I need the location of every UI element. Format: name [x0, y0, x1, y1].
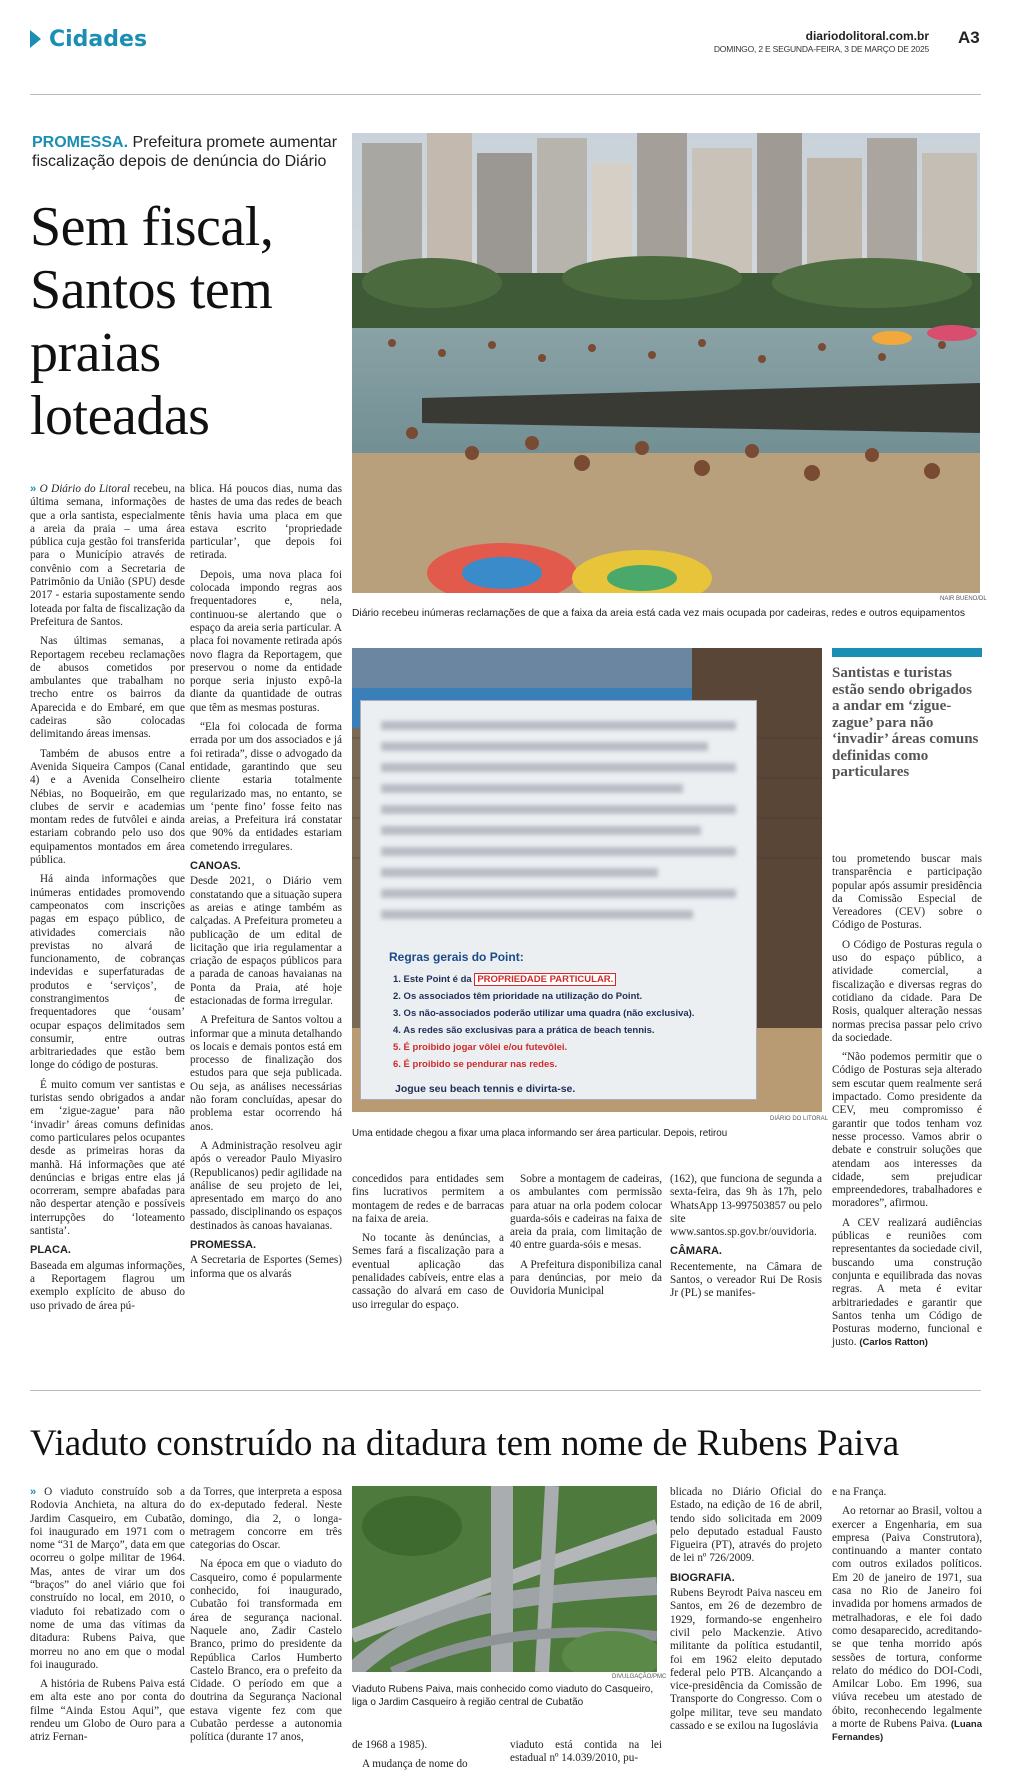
story2-col5: blicada no Diário Oficial do Estado, na edição de 16 de abril, tendo sido solicitada em 2009 pelo deputado estadual Fausto Figueira (PT), através do projeto de lei nº 726/2009. BIOGRAFIA. Rubens Beyrodt Paiva nasceu em Santos, em 26 de dezembro de 1929, formando-se engenheiro civil pelo Mackenzie. Ativo militante da política estudantil, foi em 1962 eleito deputado federal pelo PTB. Alcançando a vice-presidência da Comissão de Transporte do Congresso. Com o golpe militar, teve seu mandato cassado e se exilou na Iugoslávia	[670, 1486, 822, 1733]
page-number: A3	[958, 28, 980, 47]
photo3-caption: Viaduto Rubens Paiva, mais conhecido como viaduto do Casqueiro, liga o Jardim Casqueiro à região central de Cubatão	[352, 1684, 654, 1708]
kicker-text: Prefeitura promete aumentar fiscalização depois de denúncia do Diário	[32, 134, 338, 170]
story1-col2: blica. Há poucos dias, numa das hastes de uma das redes de beach tênis havia uma placa em que estava escrito ‘propriedade particular’, que depois foi retirada. Depois, uma nova placa foi colocada impondo regras aos frequentadores e, nela, continuou-se alertando que o espaço da areia seria particular. A placa foi novamente retirada após novo flagra da Reportagem, que preservou o nome da entidade porque seria injusto expô-la diante da quantidade de outras que têm as mesmas posturas. “Ela foi colocada de forma errada por um dos associados e já foi retirada”, disse o advogado da entidade, garantindo que seu cliente estaria totalmente regularizado mas, no entanto, se um ‘pente fino’ fosse feito nas areias, a Prefeitura irá constatar que 90% da entidades estariam cometendo irregulares. CANOAS. Desde 2021, o Diário vem constatando que a situação supera as areias e atinge também as calçadas. A Prefeitura prometeu a publicação de um edital de licitação que iria regulamentar a criação de espaços públicos para a parada de canoas havaianas na Ponta da Praia, até hoje estacionadas de forma irregular. A Prefeitura de Santos voltou a informar que a minuta detalhando os locais e demais pontos está em processo de finalização dos estudos para que seja publicada. Ou seja, as análises necessárias não foram concluídas, apesar do problema estar ocorrendo há anos. A Administração resolveu agir após o vereador Paulo Miyasiro (Republicanos) pedir agilidade na análise de seu projeto de lei, apresentado em março do ano passado, disciplinando os espaços destinados às canoas havaianas. PROMESSA. A Secretaria de Esportes (Semes) informa que os alvarás	[190, 483, 342, 1280]
story2-col3: de 1968 a 1985). A mudança de nome do	[352, 1739, 468, 1771]
sign-title: Regras gerais do Point:	[389, 950, 524, 964]
photo1-credit: NAIR BUENO/DL	[940, 596, 987, 602]
story1-col5: (162), que funciona de segunda a sexta-feira, das 9h às 17h, pelo WhatsApp 13-997503857 ou pelo site www.santos.sp.gov.br/ouvidoria. CÂMARA. Recentemente, na Câmara de Santos, o vereador Rui De Rosis Jr (PL) se manifes-	[670, 1173, 822, 1300]
rules-sign	[360, 700, 757, 1100]
story1-headline: Sem fiscal, Santos tem praias loteadas	[30, 196, 274, 447]
story1-col3: concedidos para entidades sem fins lucrativos permitem a montagem de redes e de barracas na faixa de areia. No tocante às denúncias, a Semes fará a fiscalização para a eventual aplicação das penalidades cabíveis, entre elas a cassação do alvará em caso de uso irregular do espaço.	[352, 1173, 504, 1311]
subhead-canoas: CANOAS.	[190, 860, 241, 873]
byline: (Carlos Ratton)	[859, 1337, 928, 1349]
pullquote: Santistas e turistas estão sendo obrigados a andar em ‘zigue-zague’ para não ‘invadir’ áreas comuns definidas como particulares	[832, 665, 979, 780]
story2-col2: da Torres, que interpreta a esposa do ex-deputado federal. Neste domingo, dia 2, o longa-metragem concorre em três categorias do Oscar. Na época em que o viaduto do Casqueiro, como é popularmente conhecido, foi inaugurado, Cubatão foi transformada em área de segurança nacional. Naquele ano, Zadir Castelo Branco, primo do presidente da República Carlos Humberto Castelo Branco, era o prefeito da Cidade. O período em que a doutrina da Segurança Nacional estava vigente fez com que Cubatão perdesse a autonomia política (durante 17 anos,	[190, 1486, 342, 1744]
story1-col4: Sobre a montagem de cadeiras, os ambulantes com permissão para atuar na orla podem colocar guarda-sóis e cadeiras na faixa de areia da praia, com limitação de 40 entre guarda-sóis e mesas. A Prefeitura disponibiliza canal para denúncias, por meio da Ouvidoria Municipal	[510, 1173, 662, 1298]
section-title: Cidades	[49, 26, 148, 52]
site-url[interactable]: diariodolitoral.com.br	[805, 29, 929, 43]
sign-rule-5: 5. É proibido jogar vôlei e/ou futevôlei.	[393, 1042, 568, 1053]
sign-footer: Jogue seu beach tennis e divirta-se.	[395, 1083, 576, 1095]
beach-photo	[352, 133, 980, 593]
story-marker-icon-2: »	[30, 1486, 37, 1498]
kicker	[32, 133, 342, 171]
sign-rule-3: 3. Os não-associados poderão utilizar uma quadra (não exclusiva).	[393, 1008, 695, 1019]
photo3-credit: DIVULGAÇÃO/PMC	[612, 1674, 667, 1680]
byline-2: (Luana Fernandes)	[832, 1719, 982, 1744]
beach-crowd-image	[352, 133, 980, 593]
subhead-promessa: PROMESSA.	[190, 1239, 257, 1252]
story2-col4: viaduto está contida na lei estadual nº 14.039/2010, pu-	[510, 1739, 662, 1765]
sign-rule-4: 4. As redes são exclusivas para a prática de beach tennis.	[393, 1025, 655, 1036]
sign-rule-1: 1. Este Point é da PROPRIEDADE PARTICULAR.	[393, 971, 694, 988]
subhead-camara: CÂMARA.	[670, 1245, 722, 1258]
story2-col6: e na França. Ao retornar ao Brasil, voltou a exercer a Engenharia, em sua empresa (Paiva Construtora), continuando a manter contato com outros exilados políticos. Em 20 de janeiro de 1971, sua casa no Rio de Janeiro foi invadida por homens armados de metralhadoras, e ele foi dado como desaparecido, acreditando-se que tenha morrido após sessões de tortura, conforme relato do médico do DOI-Codi, Amilcar Lobo. Em 1996, sua viúva recebeu um atestado de óbito, reconhecendo legalmente a morte de Rubens Paiva. (Luana Fernandes)	[832, 1486, 982, 1744]
viaduct-photo	[352, 1486, 657, 1672]
viaduct-aerial-image	[352, 1486, 657, 1672]
photo1-caption: Diário recebeu inúmeras reclamações de que a faixa da areia está cada vez mais ocupada por cadeiras, redes e outros equipamentos	[352, 608, 966, 619]
section-header	[30, 26, 147, 52]
photo2-credit: DIÁRIO DO LITORAL	[770, 1116, 828, 1122]
blurred-text	[381, 721, 736, 931]
story1-col6: tou prometendo buscar mais transparência e participação popular após assumir presidência da Comissão Especial de Vereadores (CEV) sobre o Código de Posturas. O Código de Posturas regula o uso do espaço público, a atividade comercial, a fiscalização e diversas regras do cotidiano da cidade. Para De Rosis, qualquer alteração nessas normas precisa passar pelo crivo da sociedade. “Não podemos permitir que o Código de Posturas seja alterado sem escutar quem realmente será impactado. Como presidente da CEV, meu compromisso é garantir que todos tenham voz nesse processo. Vamos abrir o debate e construir soluções que atendam aos interesses da cidade, sem prejudicar empreendedores, trabalhadores e moradores”, afirmou. A CEV realizará audiências públicas e reuniões com representantes da sociedade civil, buscando uma construção conjunta e equilibrada das novas regras. A meta é evitar arbitrariedades e garantir que Santos tenha um Código de Posturas moderno, funcional e justo. (Carlos Ratton)	[832, 853, 982, 1349]
edition-date: DOMINGO, 2 E SEGUNDA-FEIRA, 3 DE MARÇO DE 2025	[713, 44, 929, 54]
kicker-label: PROMESSA.	[32, 134, 129, 151]
story2-col1: » O viaduto construído sob a Rodovia Anchieta, na altura do Jardim Casqueiro, em Cubatão, foi inaugurado em 1971 com o nome “31 de Março”, data em que ocorreu o golpe militar de 1964. Mas, antes de virar um dos “braços” do anel viário que foi construído no local, em 2010, o viaduto foi rebatizado com o nome de uma das vítimas da ditadura: Rubens Paiva, que morreu no ano em que o modal foi inaugurado. A história de Rubens Paiva está em alta este ano por conta do filme “Ainda Estou Aqui”, que rendeu um Globo de Ouro para a atriz Fernan-	[30, 1486, 186, 1744]
pullquote-bar	[832, 648, 982, 657]
story-divider	[30, 1390, 981, 1391]
subhead-biografia: BIOGRAFIA.	[670, 1571, 735, 1584]
subhead-placa: PLACA.	[30, 1244, 71, 1257]
story2-headline: Viaduto construído na ditadura tem nome de Rubens Paiva	[30, 1423, 900, 1464]
header-divider	[30, 94, 981, 95]
private-property-label: PROPRIEDADE PARTICULAR.	[474, 973, 616, 986]
story-marker-icon: »	[30, 483, 37, 495]
chevron-right-icon	[30, 30, 41, 48]
sign-rule-6: 6. É proibido se pendurar nas redes.	[393, 1059, 558, 1070]
photo2-caption: Uma entidade chegou a fixar uma placa informando ser área particular. Depois, retirou	[352, 1128, 728, 1139]
sign-rule-2: 2. Os associados têm prioridade na utilização do Point.	[393, 991, 643, 1002]
story1-col1: » O Diário do Litoral recebeu, na última semana, informações de que a orla santista, especialmente a areia da praia – uma área pública cuja gestão foi transferida para o Município através de convênio com a Secretaria de Patrimônio da União (SPU) desde 2017 - estaria supostamente sendo loteada por falta de fiscalização da Prefeitura de Santos. Nas últimas semanas, a Reportagem recebeu reclamações de abusos cometidos por ambulantes que trabalham no trecho entre os bairros da Aparecida e do Embaré, em que cadeiras são colocadas delimitando áreas imensas. Também de abusos entre a Avenida Siqueira Campos (Canal 4) e a Avenida Conselheiro Nébias, no Boqueirão, em que clubes de servir e academias montam redes de futvôlei e ainda estariam cobrando pelo uso dos equipamentos montados em área pública. Há ainda informações que inúmeras entidades promovendo campeonatos com inscrições pagas em espaço público, de atividades comerciais não previstas no alvará de funcionamento, de cobranças indevidas e superfaturadas de produtos e ‘serviços’, de constrangimentos de frequentadores que ‘ousam’ ocupar espaços delimitados sem consumir, entre outras arbitrariedades que estão bem longe do código de posturas. É muito comum ver santistas e turistas sendo obrigados a andar em ‘zigue-zague’ para não ‘invadir’ áreas comuns definidas como particulares pelos ocupantes desde as primeiras horas da manhã. Há informações que até denúncias e brigas entre elas já ocorreram, sempre abafadas para não despertar atenção e possíveis interrupções do ‘loteamento santista’. PLACA. Baseada em algumas informações, a Reportagem flagrou um exemplo explícito de abuso do uso privado de área pú-	[30, 483, 185, 1312]
